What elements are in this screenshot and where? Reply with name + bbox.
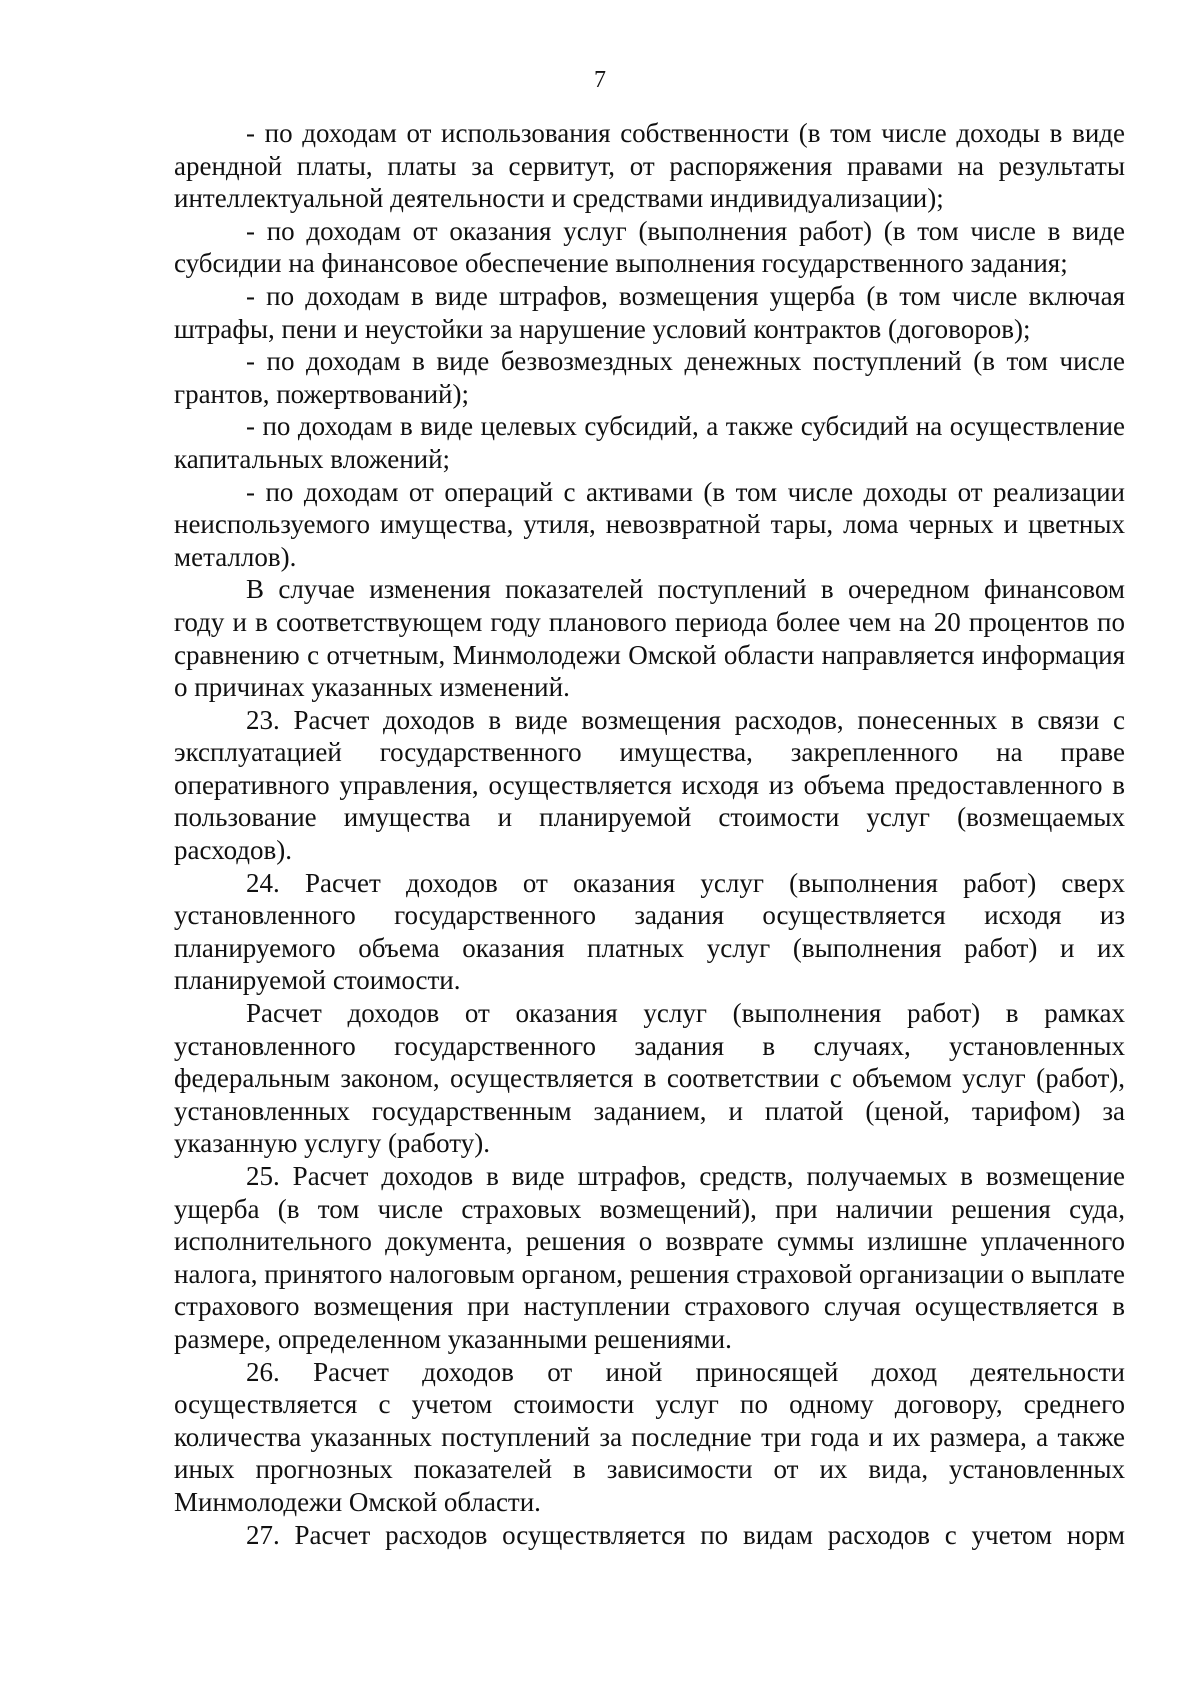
paragraph-item-27: 27. Расчет расходов осуществляется по видам расходов с учетом норм <box>246 1519 1125 1550</box>
paragraph-income-assets: - по доходам от операций с активами (в том числе доходы от реализации неиспользуемого имущества, утиля, невозвратной тары, лома черных и цветных металлов). <box>174 476 1125 572</box>
paragraph-item-25: 25. Расчет доходов в виде штрафов, средств, получаемых в возмещение ущерба (в том числе страховых возмещений), при наличии решения суда, исполнительного документа, решения о возврате суммы излишне уплаченного налога, принятого налоговым органом, решения страховой организации о выплате страхового возмещения при наступлении страхового случая осуществляется в размере, определенном указанными решениями. <box>174 1161 1125 1354</box>
paragraph-changes-notice: В случае изменения показателей поступлений в очередном финансовом году и в соответствующем году планового периода более чем на 20 процентов по сравнению с отчетным, Минмолодежи Омской области направляется информация о причинах указанных изменений. <box>174 574 1125 703</box>
page-number: 7 <box>594 67 606 93</box>
paragraph-item-26: 26. Расчет доходов от иной приносящей доход деятельности осуществляется с учетом стоимости услуг по одному договору, среднего количества указанных поступлений за последние три года и их размера, а также иных прогнозных показателей в зависимости от их вида, установленных Минмолодежи Омской области. <box>174 1356 1125 1517</box>
paragraph-income-grants: - по доходам в виде безвозмездных денежных поступлений (в том числе грантов, пожертвований); <box>174 346 1125 409</box>
paragraph-income-property: - по доходам от использования собственности (в том числе доходы в виде арендной платы, платы за сервитут, от распоряжения правами на результаты интеллектуальной деятельности и средствами индивидуализации); <box>174 118 1125 214</box>
paragraph-item-24-continued: Расчет доходов от оказания услуг (выполнения работ) в рамках установленного государственного задания в случаях, установленных федеральным законом, осуществляется в соответствии с объемом услуг (работ), установленных государственным заданием, и платой (ценой, тарифом) за указанную услугу (работу). <box>174 998 1125 1159</box>
paragraph-income-services: - по доходам от оказания услуг (выполнения работ) (в том числе в виде субсидии на финансовое обеспечение выполнения государственного задания; <box>174 215 1125 279</box>
document-body <box>174 117 1125 1551</box>
paragraph-income-fines: - по доходам в виде штрафов, возмещения ущерба (в том числе включая штрафы, пени и неустойки за нарушение условий контрактов (договоров); <box>174 280 1125 344</box>
paragraph-income-subsidies: - по доходам в виде целевых субсидий, а также субсидий на осуществление капитальных вложений; <box>174 411 1125 474</box>
paragraph-item-23: 23. Расчет доходов в виде возмещения расходов, понесенных в связи с эксплуатацией государственного имущества, закрепленного на праве оперативного управления, осуществляется исходя из объема предоставленного в пользование имущества и планируемой стоимости услуг (возмещаемых расходов). <box>174 704 1125 866</box>
paragraph-item-24: 24. Расчет доходов от оказания услуг (выполнения работ) сверх установленного государственного задания осуществляется исходя из планируемого объема оказания платных услуг (выполнения работ) и их планируемой стоимости. <box>174 867 1125 996</box>
